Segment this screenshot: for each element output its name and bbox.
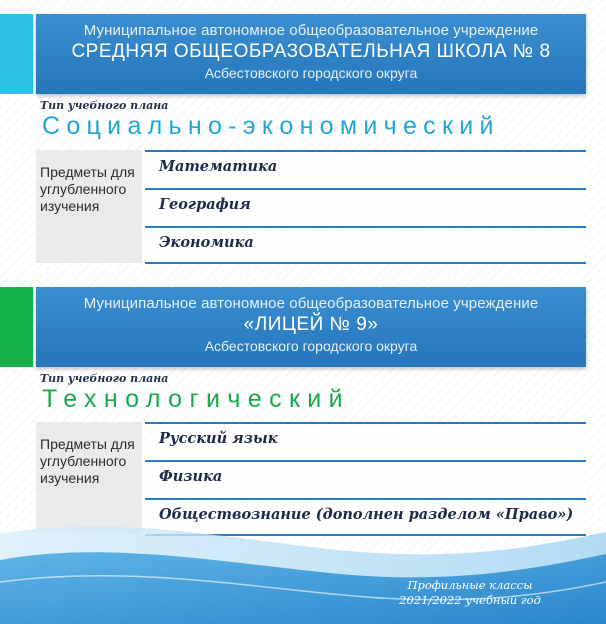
school1-subject-3: Экономика [159, 234, 254, 251]
school1-subjects-label-box [36, 150, 142, 263]
school2-subject-1: Русский язык [159, 430, 278, 447]
list-item [145, 460, 586, 496]
accent-bar-cyan [0, 14, 33, 94]
school2-name: «ЛИЦЕЙ № 9» [243, 314, 379, 335]
school1-subjects-list [145, 150, 586, 264]
list-item [145, 226, 586, 264]
accent-bar-green [0, 287, 33, 367]
footer [370, 578, 570, 608]
school2-header [36, 287, 586, 367]
school1-plan-type: Социально-экономический [42, 112, 500, 140]
school1-org-type: Муниципальное автономное общеобразовательное учреждение [83, 22, 539, 39]
list-item [145, 188, 586, 224]
school2-subjects-label: Предметы для углубленного изучения [40, 436, 135, 486]
school2-org-type: Муниципальное автономное общеобразовательное учреждение [83, 295, 539, 312]
list-item [145, 422, 586, 458]
footer-line2: 2021/2022 учебный год [399, 593, 541, 607]
school2-district: Асбестовского городского округа [204, 338, 418, 354]
school2-subject-2: Физика [159, 468, 223, 485]
school1-plan-label: Тип учебного плана [40, 99, 169, 112]
school1-subject-2: География [159, 196, 251, 213]
school2-plan-label: Тип учебного плана [40, 372, 169, 385]
footer-line1: Профильные классы [407, 578, 533, 592]
school1-district: Асбестовского городского округа [204, 65, 418, 81]
school2-subject-3: Обществознание (дополнен разделом «Право») [159, 506, 574, 523]
school1-name: СРЕДНЯЯ ОБЩЕОБРАЗОВАТЕЛЬНАЯ ШКОЛА № 8 [71, 41, 551, 62]
school1-subjects-label: Предметы для углубленного изучения [40, 164, 135, 214]
school2-plan-type: Технологический [42, 385, 351, 413]
list-item [145, 150, 586, 186]
school1-subject-1: Математика [159, 158, 278, 175]
school1-header [36, 14, 586, 94]
